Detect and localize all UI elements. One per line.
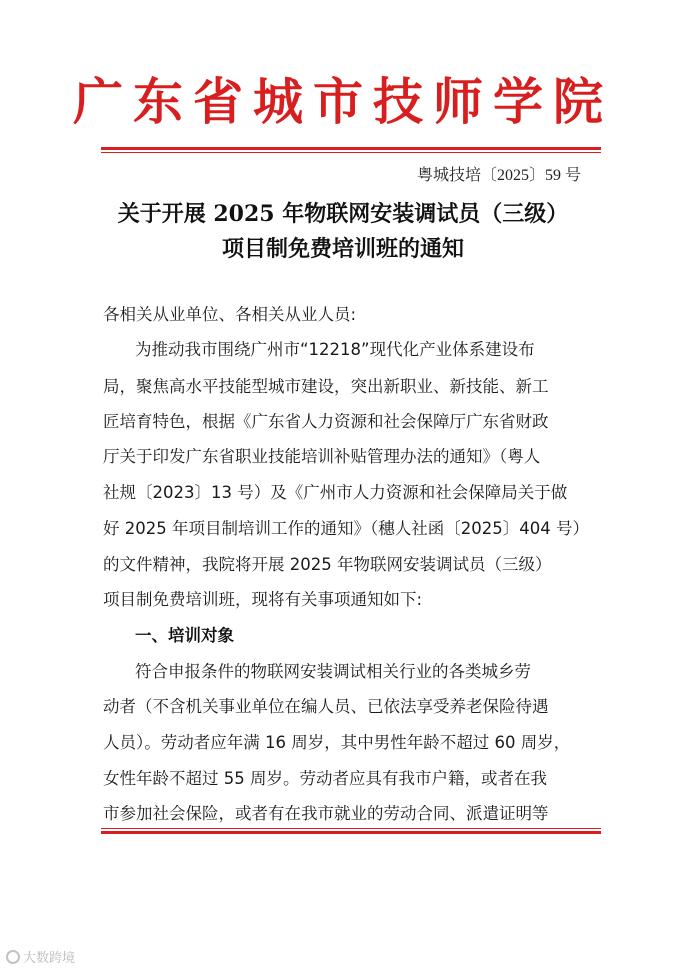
watermark	[6, 947, 75, 966]
intro-line-8: 项目制免费培训班，现将有关事项通知如下:	[103, 590, 423, 609]
section1-line-1: 符合申报条件的物联网安装调试相关行业的各类城乡劳	[135, 662, 531, 681]
watermark-text: 大数跨境	[23, 951, 76, 966]
watermark-logo-icon	[6, 950, 20, 964]
section1-line-3: 人员）。劳动者应年满 16 周岁，其中男性年龄不超过 60 周岁，	[103, 733, 571, 752]
footer-rule-thick	[101, 831, 601, 834]
section1-line-4: 女性年龄不超过 55 周岁。劳动者应具有我市户籍，或者在我	[103, 769, 547, 788]
section1-line-5: 市参加社会保险，或者有在我市就业的劳动合同、派遣证明等	[103, 804, 549, 823]
org-header-title: 广东省城市技师学院	[73, 72, 613, 131]
section-heading-training-targets: 一、培训对象	[135, 626, 234, 645]
intro-line-5: 社规〔2023〕13 号）及《广州市人力资源和社会保障局关于做	[103, 483, 568, 502]
header-rule-thin	[101, 152, 601, 153]
notice-title-line-2: 项目制免费培训班的通知	[221, 236, 464, 262]
notice-title-line-1: 关于开展 2025 年物联网安装调试员（三级）	[117, 201, 569, 227]
section1-line-2: 动者（不含机关事业单位在编人员、已依法享受养老保险待遇	[103, 697, 549, 716]
header-rule-thick	[101, 147, 601, 150]
intro-line-2: 局，聚焦高水平技能型城市建设，突出新职业、新技能、新工	[103, 377, 549, 396]
intro-line-6: 好 2025 年项目制培训工作的通知》（穗人社函〔2025〕404 号）	[103, 519, 589, 538]
intro-line-1: 为推动我市围绕广州市“12218”现代化产业体系建设布	[135, 340, 535, 359]
intro-line-4: 厅关于印发广东省职业技能培训补贴管理办法的通知》（粤人	[103, 447, 541, 466]
document-number: 粤城技培〔2025〕59 号	[416, 167, 581, 184]
footer-rule-thin	[101, 828, 601, 829]
salutation: 各相关从业单位、各相关从业人员:	[103, 305, 357, 324]
intro-line-3: 匠培育特色，根据《广东省人力资源和社会保障厅广东省财政	[103, 412, 549, 431]
intro-line-7: 的文件精神，我院将开展 2025 年物联网安装调试员（三级）	[103, 555, 552, 574]
